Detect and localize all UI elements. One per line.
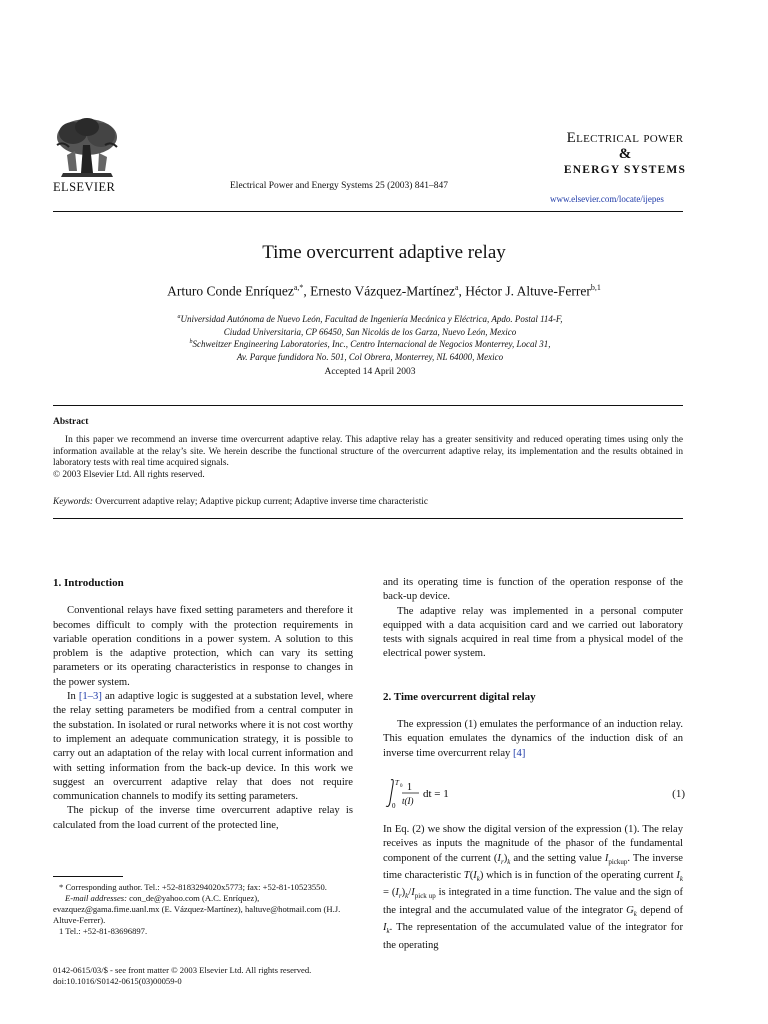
- author-affiliation-mark: b,1: [590, 283, 601, 292]
- paragraph: In Eq. (2) we show the digital version of the expression (1). The relay receives as inputs the magnitude of the phasor of the fundamental component of the current $(I_r)_k$ and the setting value $I_{pickup}$. The inverse time characteristic $T(I_k)$ which is in function of the operating current $I_k = (I_r)_k/I_{pick up}$ is integrated in a time function. The value and the sign of the integral and the accumulated value of the integrator $G_k$ depend of $I_k$. The representation of the accumulated value of the integrator for the operating: [383, 824, 683, 951]
- abstract-text: In this paper we recommend an inverse time overcurrent adaptive relay. This adaptive relay has a greater sensitivity and reduced operating times using only the information available at the relay’s site. We herein describe the functional structure of the overcurrent adaptive relay, its implementation and the results obtained in laboratory tests with real time acquired signals.: [53, 435, 683, 469]
- publisher-name: ELSEVIER: [53, 180, 116, 194]
- svg-text:T: T: [395, 779, 399, 787]
- affiliation-line: Universidad Autónoma de Nuevo León, Facultad de Ingeniería Mecánica y Eléctrica, Apdo. Postal 114-F,: [180, 314, 563, 324]
- equation-1: [383, 780, 685, 810]
- abstract-copyright: © 2003 Elsevier Ltd. All rights reserved.: [53, 470, 205, 481]
- footnote-emails: E-mail addresses: con_de@yahoo.com (A.C. Enríquez), evazquez@gama.fime.uanl.mx (E. Vázquez-Martínez), haltuve@hotmail.com (H.J. Altuve-Ferrer).: [53, 893, 341, 925]
- paragraph: The adaptive relay was implemented in a personal computer equipped with a data acquisition card and we carried out laboratory tests with signals acquired in real time from a physical model of the electrical power system.: [383, 605, 683, 660]
- section-heading-introduction: 1. Introduction: [53, 577, 124, 589]
- footnotes: [53, 882, 353, 937]
- right-column-bottom: [383, 823, 683, 953]
- abstract-top-divider: [53, 405, 683, 406]
- paragraph: The expression (1) emulates the performance of an induction relay. This equation emulates the dynamics of the induction disk of an inverse time overcurrent relay [4]: [383, 719, 683, 759]
- author-affiliation-mark: a,*: [293, 283, 304, 292]
- left-column: [53, 576, 353, 833]
- issn-line: 0142-0615/03/$ - see front matter © 2003 Elsevier Ltd. All rights reserved.: [53, 965, 312, 975]
- affiliation-mark: a: [177, 314, 181, 320]
- svg-text:dt = 1: dt = 1: [423, 788, 449, 800]
- journal-name-line3: ENERGY SYSTEMS: [563, 164, 687, 176]
- journal-name: [560, 130, 690, 178]
- affiliation-line: Schweitzer Engineering Laboratories, Inc., Centro Internacional de Negocios Monterrey, Local 31,: [192, 339, 551, 349]
- abstract-body: [53, 435, 683, 482]
- paragraph: The pickup of the inverse time overcurrent adaptive relay is calculated from the load current of the protected line,: [53, 805, 353, 831]
- author-name: Arturo Conde Enríquez: [167, 283, 294, 299]
- keywords-label: Keywords:: [53, 497, 93, 507]
- svg-text:0: 0: [392, 802, 396, 810]
- journal-name-line1: Electrical power: [566, 130, 684, 146]
- author-affiliation-mark: a: [454, 283, 459, 292]
- author-name: Héctor J. Altuve-Ferrer: [465, 283, 591, 299]
- journal-name-line2: &: [618, 146, 632, 162]
- reference-link[interactable]: [4]: [513, 747, 526, 759]
- journal-url-link[interactable]: www.elsevier.com/locate/ijepes: [550, 194, 664, 204]
- paragraph: Conventional relays have fixed setting parameters and therefore it becomes difficult to comply with the protection requirements in variable operation conditions in a power system. A solution to this problem is the adaptive protection, which can vary its setting parameters or its operating characteristics in response to changes in the power system.: [53, 605, 353, 688]
- affiliation-b: [0, 336, 740, 363]
- abstract-heading: Abstract: [53, 417, 89, 427]
- svg-text:1: 1: [407, 782, 412, 793]
- footnote-1: 1 Tel.: +52-81-83696897.: [59, 926, 148, 936]
- accepted-date: Accepted 14 April 2003: [324, 367, 416, 377]
- front-matter-info: [53, 965, 383, 987]
- reference-link[interactable]: [1–3]: [78, 691, 102, 703]
- author-name: Ernesto Vázquez-Martínez: [310, 283, 455, 299]
- affiliation-a: [0, 311, 740, 338]
- header-divider: [53, 211, 683, 212]
- svg-text:0: 0: [400, 784, 403, 789]
- abstract-bottom-divider: [53, 518, 683, 519]
- affiliation-mark: b: [189, 339, 193, 345]
- svg-text:t(I): t(I): [402, 796, 414, 806]
- footnote-corresponding: * Corresponding author. Tel.: +52-8183294020x5773; fax: +52-81-10523550.: [59, 882, 327, 892]
- affiliation-line: Ciudad Universitaria, CP 66450, San Nicolás de los Garza, Nuevo León, Mexico: [223, 326, 517, 337]
- equation-number: (1): [672, 788, 685, 800]
- doi-line: doi:10.1016/S0142-0615(03)00059-0: [53, 976, 182, 986]
- keywords-list: Overcurrent adaptive relay; Adaptive pickup current; Adaptive inverse time characteristic: [95, 497, 429, 507]
- section-heading-digital-relay: 2. Time overcurrent digital relay: [383, 690, 536, 703]
- keywords: [53, 497, 683, 507]
- journal-citation: Electrical Power and Energy Systems 25 (2003) 841–847: [230, 181, 449, 191]
- right-column-top: [383, 576, 683, 761]
- affiliation-line: Av. Parque fundidora No. 501, Col Obrera, Monterrey, NL 64000, Mexico: [236, 351, 504, 362]
- footnote-divider: [53, 876, 123, 877]
- paragraph: In [1–3] an adaptive logic is suggested at a substation level, where the relay setting parameters be modified from a central computer in the substation. In isolated or rural networks where it is not cost worthy to implement an adequate communication strategy, it is possible to carry out an adaptation of the relay with local current information and with setting information from the back-up device. In this work we suggest an overcurrent adaptive relay that does not require communication channels to modify its setting parameters.: [53, 691, 353, 803]
- author-list: Arturo Conde Enríquez$^{a,*}$, Ernesto Vázquez-Martínez$^a$, Héctor J. Altuve-Ferrer$^{b,1}$: [167, 283, 601, 299]
- article-title: Time overcurrent adaptive relay: [262, 242, 506, 263]
- paragraph: and its operating time is function of the operation response of the back-up device.: [383, 577, 683, 603]
